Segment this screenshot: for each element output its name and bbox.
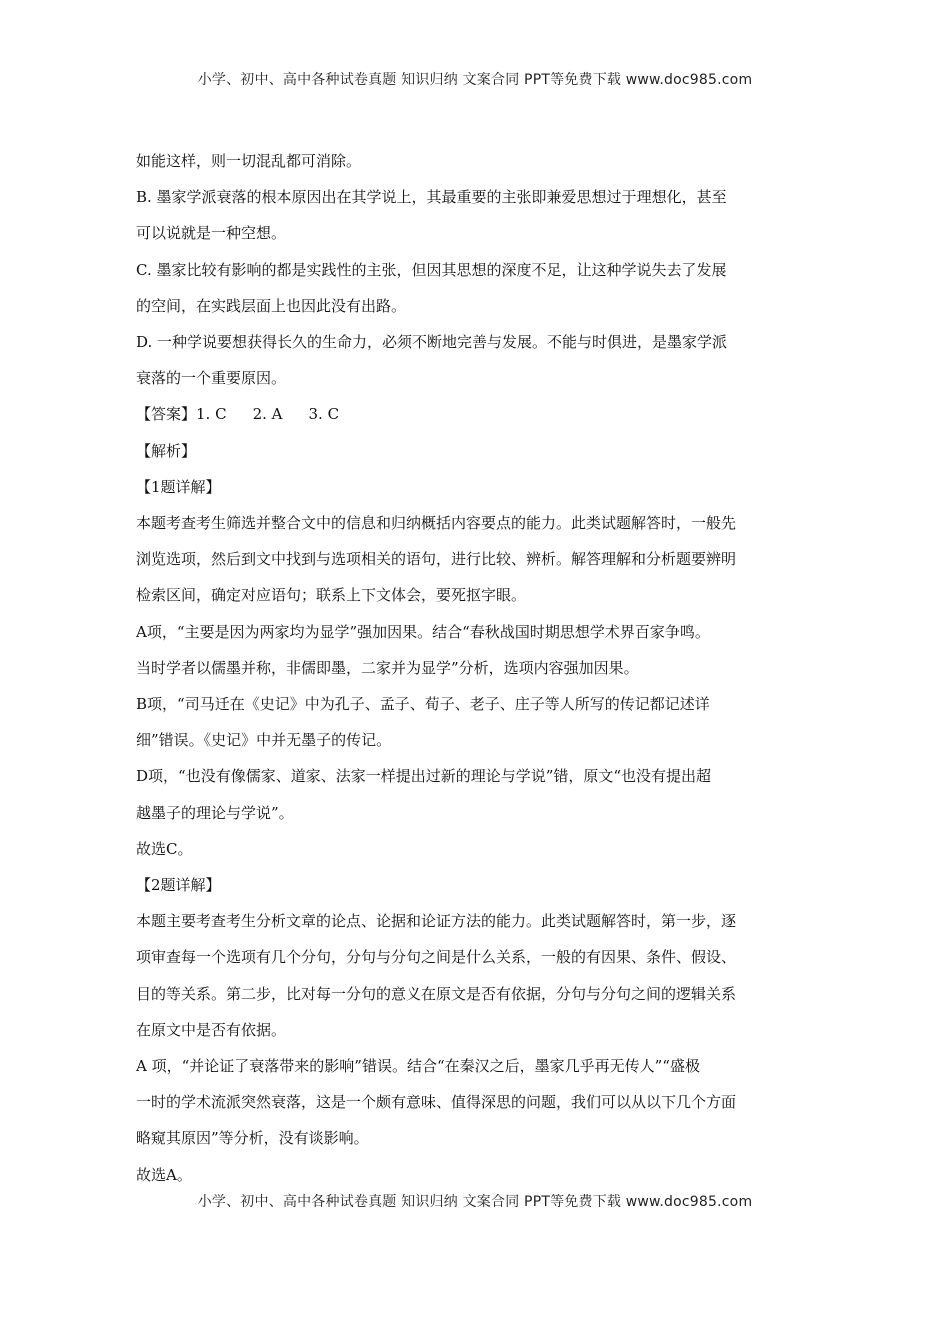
text-line: 浏览选项，然后到文中找到与选项相关的语句，进行比较、辨析。解答理解和分析题要辨明 [136,550,737,569]
text-line: 如能这样，则一切混乱都可消除。 [136,152,362,170]
analysis-heading: 【解析】 [136,441,197,460]
option-d-line: D. 一种学说要想获得长久的生命力，必须不断地完善与发展。不能与时俱进，是墨家学派 [136,333,728,352]
page-footer: 小学、初中、高中各种试卷真题 知识归纳 文案合同 PPT等免费下载 www.doc985.com [197,1194,753,1210]
text-line: 越墨子的理论与学说”。 [136,803,294,822]
text-line: 可以说就是一种空想。 [136,224,287,243]
option-c-line: C. 墨家比较有影响的都是实践性的主张，但因其思想的深度不足，让这种学说失去了发展 [136,260,727,279]
text-line: 目的等关系。第二步，比对每一分句的意义在原文是否有依据，分句与分句之间的逻辑关系 [136,984,737,1003]
text-line: A 项，“并论证了衰落带来的影响”错误。结合“在秦汉之后，墨家几乎再无传人”“盛极 [136,1057,700,1076]
text-line: 项审查每一个选项有几个分句，分句与分句之间是什么关系，一般的有因果、条件、假设、 [136,948,737,967]
text-line: 衰落的一个重要原因。 [136,369,287,388]
q2-detail-heading: 【2题详解】 [136,876,221,895]
text-line: 故选A。 [136,1165,192,1184]
page-header: 小学、初中、高中各种试卷真题 知识归纳 文案合同 PPT等免费下载 www.doc985.com [197,72,753,88]
text-line: 一时的学术流派突然衰落，这是一个颇有意味、值得深思的问题，我们可以从以下几个方面 [136,1093,737,1112]
text-line: 当时学者以儒墨并称，非儒即墨，二家并为显学”分析，选项内容强加因果。 [136,658,639,677]
q1-detail-heading: 【1题详解】 [136,477,221,496]
text-line: 略窥其原因”等分析，没有谈影响。 [136,1129,369,1148]
text-line: A项，“主要是因为两家均为显学”强加因果。结合“春秋战国时期思想学术界百家争鸣。 [136,622,710,641]
text-line: 本题考查考生筛选并整合文中的信息和归纳概括内容要点的能力。此类试题解答时，一般先 [136,514,737,533]
option-b-line: B. 墨家学派衰落的根本原因出在其学说上，其最重要的主张即兼爱思想过于理想化，甚至 [136,188,727,207]
text-line: 故选C。 [136,839,193,858]
answer-1: 1. C [196,405,227,424]
answer-3: 3. C [308,405,340,424]
text-line: 在原文中是否有依据。 [136,1020,287,1039]
text-line: 的空间，在实践层面上也因此没有出路。 [136,296,407,315]
document-body [136,143,814,1193]
text-line: D项，“也没有像儒家、道家、法家一样提出过新的理论与学说”错，原文“也没有提出超 [136,767,712,786]
text-line: 细”错误。《史记》中并无墨子的传记。 [136,731,392,750]
answer-line [136,396,814,432]
answer-label: 【答案】 [136,405,197,424]
answer-2: 2. A [252,405,283,424]
text-line: 本题主要考查考生分析文章的论点、论据和论证方法的能力。此类试题解答时，第一步，逐 [136,912,737,931]
text-line: 检索区间，确定对应语句；联系上下文体会，要死抠字眼。 [136,586,527,605]
text-line: B项，“司马迁在《史记》中为孔子、孟子、荀子、老子、庄子等人所写的传记都记述详 [136,695,710,714]
